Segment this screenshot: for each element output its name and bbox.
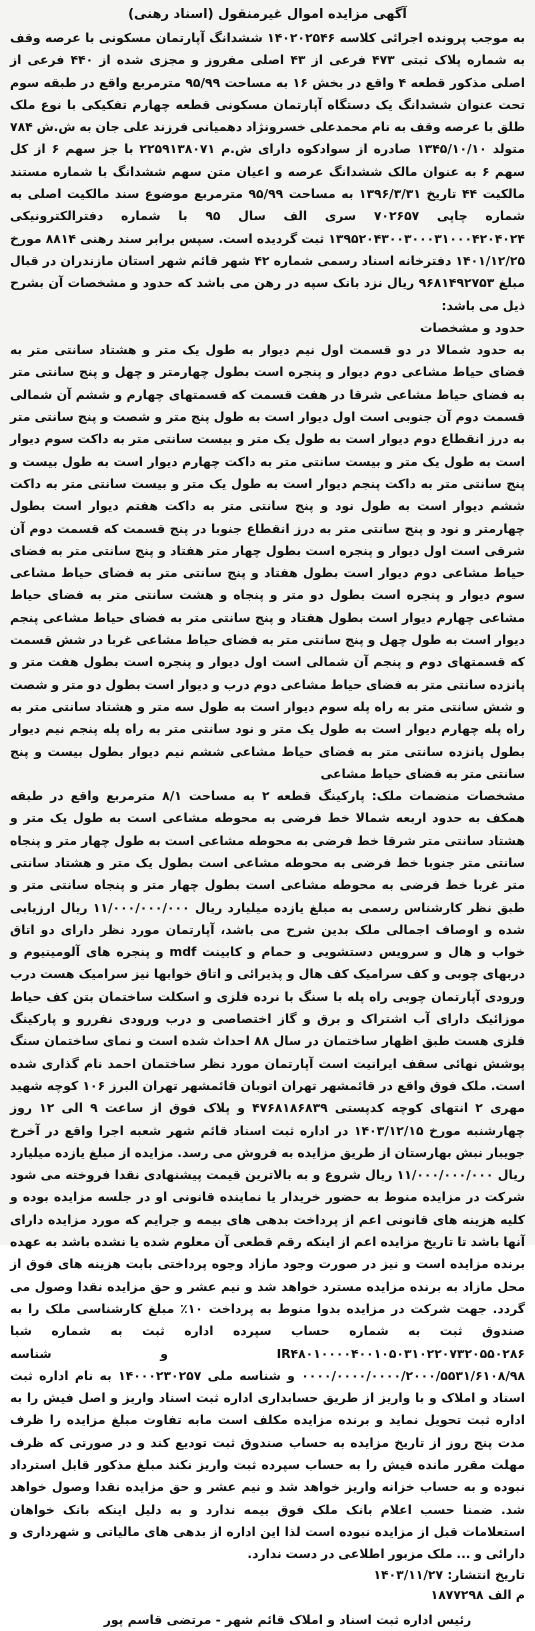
file-number-label: م الف — [487, 1587, 525, 1603]
signature-line: رئیس اداره ثبت اسناد و املاک قائم شهر - مرتضی قاسم پور — [103, 1612, 472, 1628]
publish-date-line — [10, 1565, 525, 1585]
file-number: ۱۸۷۷۲۹۸ — [430, 1587, 484, 1603]
notice-title: آگهی مزایده اموال غیرمنقول (اسناد رهنی) — [128, 7, 407, 22]
file-number-line — [10, 1585, 525, 1605]
boundaries-heading: حدود و مشخصات — [420, 319, 525, 335]
appurtenances-and-terms: مشخصات منضمات ملک: پارکینگ قطعه ۲ به مساحت ۸/۱ مترمربع واقع در طبقه همکف به حدود اربعه شمالا خط فرضی به محوطه مشاعی است به طول یک متر و هشتاد سانتی متر شرقا خط فرضی به محوطه مشاعی است به طول چهار متر و پنجاه سانتی متر جنوبا خط فرضی به محوطه مشاعی است بطول یک متر و هشتاد سانتی متر غربا خط فرضی به محوطه مشاعی است بطول چهار متر و پنجاه سانتی متر و طبق نظر کارشناس رسمی به مبلغ یازده میلیارد ریال ۱۱/۰۰۰/۰۰۰/۰۰۰ ریال ارزیابی شده و اوصاف اجمالی ملک بدین شرح می باشد، آپارتمان مورد نظر دارای دو اتاق خواب و هال و سرویس دستشویی و حمام و کابینت mdf و پنجره های آلومینیوم و دربهای چوبی و کف سرامیک کف هال و پذیرائی و اتاق خوابها نیز سرامیک هست درب ورودی آپارتمان چوبی راه پله با سنگ با نرده فلزی و اسکلت ساختمان بتن کف حیاط موزائیک دارای آب اشتراک و برق و گاز اختصاصی و درب ورودی نفررو و پارکینگ فلزی هست طبق اظهار ساختمان در سال ۸۸ احداث شده است و نمای ساختمان سنگ پوشش نهائی سقف ایرانیت است آپارتمان مورد نظر ساختمان احمد نام گذاری شده است. ملک فوق واقع در قائمشهر تهران اتوبان قائمشهر تهران البرز ۱۰۶ کوچه شهید مهری ۲ انتهای کوچه کدپستی ۴۷۶۸۱۸۶۸۳۹ و پلاک فوق از ساعت ۹ الی ۱۲ روز چهارشنبه مورخ ۱۴۰۳/۱۲/۱۵ در اداره ثبت اسناد قائم شهر شعبه اجرا واقع در آخرخ جویبار نبش بهارستان از طریق مزایده به فروش می رسد. مزایده از مبلغ یازده میلیارد ریال ۱۱/۰۰۰/۰۰۰/۰۰۰ ریال شروع و به بالاترین قیمت پیشنهادی نقدا فروخته می شود شرکت در مزایده منوط به حضور خریدار یا نماینده قانونی او در جلسه مزایده بوده و کلیه هزینه های قانونی اعم از پرداخت بدهی های بیمه و جرایم که مورد مزایده دارای آنها باشد تا تاریخ مزایده اعم از اینکه رقم قطعی آن معلوم شده یا نشده باشد به عهده برنده مزایده است و نیز در صورت وجود مازاد وجوه پرداختی بابت هزینه های فوق از محل مازاد به برنده مزایده مسترد خواهد شد و نیم عشر و حق مزایده نقدا وصول می گردد. جهت شرکت در مزایده بدوا منوط به پرداخت ۱۰٪ مبلغ کارشناسی ملک را به صندوق ثبت به شماره حساب سپرده اداره ثبت به شماره شبا IR۴۸۰۱۰۰۰۰۴۰۰۱۰۵۰۳۱۰۲۲۰۷۳۲۰۵۵۰۲۸۶ و شناسه ۰۰۰۰/۰۰۰۰/۰۰۰۰/۲۰۰۰/۵۵۳۱/۶۱۰۸/۹۸ و شناسه ملی ۱۴۰۰۰۲۳۰۲۵۷ به نام اداره ثبت اسناد و املاک و با واریز از طریق حسابداری اداره ثبت اسناد واریز و اصل فیش را به اداره ثبت تحویل نماید و برنده مزایده مکلف است مابه تفاوت مبلغ مزایده را ظرف مدت پنج روز از تاریخ مزایده به حساب صندوق ثبت تودیع کند و در صورتی که ظرف مهلت مقرر مانده فیش را به حساب سپرده ثبت واریز نکند مبلغ مذکور قابل استرداد نبوده و به حساب خزانه واریز خواهد شد و نیم عشر و حق مزایده نقدا وصول خواهد شد. ضمنا حسب اعلام بانک ملک فوق بیمه ندارد و به دلیل اینکه بانک خواهان استعلامات قبل از مزایده نبوده است لذا این اداره از بدهی های مالیاتی و شهرداری و دارائی و ... ملک مزبور اطلاعی در دست ندارد. — [10, 788, 526, 1562]
publish-date-label: تاریخ انتشار: — [447, 1567, 525, 1583]
notice-intro: به موجب پرونده اجرائی کلاسه ۱۴۰۲۰۲۵۴۶ ششدانگ آپارتمان مسکونی با عرصه وقف به شماره پلاک ثبتی ۴۷۳ فرعی از ۴۳ اصلی مفروز و مجزی شده از ۴۴۰ فرعی از اصلی مذکور قطعه ۴ واقع در بخش ۱۶ به مساحت ۹۵/۹۹ مترمربع واقع در طبقه سوم تحت عنوان ششدانگ یک دستگاه آپارتمان مسکونی قطعه چهارم تفکیکی با نوع ملک طلق با عرصه وقف به نام محمدعلی خسرونژاد دهمیانی فرزند علی جان به ش.ش ۷۸۴ متولد ۱۳۴۵/۱۰/۱۰ صادره از سوادکوه دارای ش.م ۲۲۵۹۱۳۸۰۷۱ با جز سهم ۶ از کل سهم ۶ به عنوان مالک ششدانگ عرصه و اعیان متن سهم ششدانگ با شماره مستند مالکیت ۴۴ تاریخ ۱۳۹۶/۳/۳۱ به مساحت ۹۵/۹۹ مترمربع موضوع سند مالکیت اصلی به شماره چاپی ۷۰۲۶۵۷ سری الف سال ۹۵ با شماره دفترالکترونیکی ۱۳۹۵۲۰۴۳۰۰۳۰۰۰۳۱۰۰۰۴۲۰۴۰۲۴ ثبت گردیده است. سپس برابر سند رهنی ۸۸۱۴ مورخ ۱۴۰۱/۱۲/۲۵ دفترخانه اسناد رسمی شماره ۴۲ شهر قائم شهر استان مازندران در قبال مبلغ ۹۶۸۱۴۹۲۷۵۳ ریال نزد بانک سپه در رهن می باشد که حدود و مشخصات آن بشرح ذیل می باشد: — [10, 30, 526, 313]
publish-date: ۱۴۰۳/۱۱/۲۷ — [373, 1567, 444, 1583]
boundaries-text: به حدود شمالا در دو قسمت اول نیم دیوار به طول یک متر و هشتاد سانتی متر به فضای حیاط مشاعی دوم دیوار و پنجره است بطول چهارمتر و چهل و پنج سانتی متر به فضای حیاط مشاعی شرقا در هفت قسمت که قسمتهای چهارم و ششم آن شمالی قسمت دوم آن جنوبی است اول دیوار است به طول پنج متر و شصت و پنج سانتی متر به درز انقطاع دوم دیوار است به طول یک متر و بیست سانتی متر به داکت سوم دیوار است به طول یک متر و بیست سانتی متر به داکت چهارم دیوار است به طول بیست و پنج سانتی متر به داکت پنجم دیوار است به طول یک متر و بیست سانتی متر به داکت ششم دیوار است به طول نود و پنج سانتی متر به داکت هفتم دیوار است بطول چهارمتر و نود و پنج سانتی متر به درز انقطاع جنوبا در پنج قسمت که قسمت دوم آن شرقی است اول دیوار و پنجره است بطول چهار متر هفتاد و پنج سانتی متر به فضای حیاط مشاعی دوم دیوار است بطول هفتاد و پنج سانتی متر به فضای حیاط مشاعی سوم دیوار و پنجره است بطول دو متر و پنجاه و هشت سانتی متر به فضای حیاط مشاعی چهارم دیوار است بطول هفتاد و پنج سانتی متر به فضای حیاط مشاعی پنجم دیوار است به طول چهل و پنج سانتی متر به فضای حیاط مشاعی غربا در شش قسمت که قسمتهای دوم و پنجم آن شمالی است اول دیوار و پنجره است بطول هفت متر و پانزده سانتی متر به فضای حیاط مشاعی دوم درب و دیوار است بطول دو متر و شصت و شش سانتی متر به راه پله سوم دیوار است به طول سه متر و هشتاد سانتی متر به راه پله چهارم دیوار است به طول یک متر و نود سانتی متر به راه پله پنجم نیم دیوار بطول پانزده سانتی متر به فضای حیاط مشاعی ششم نیم دیوار بطول بیست و پنج سانتی متر به فضای حیاط مشاعی — [10, 342, 525, 781]
